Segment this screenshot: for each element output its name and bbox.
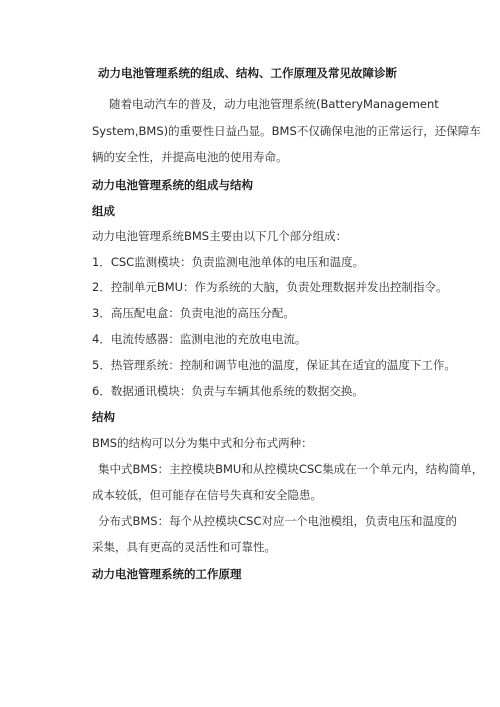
- subsection-heading: 组成: [92, 204, 115, 218]
- list-item: 3．高压配电盒：负责电池的高压分配。: [92, 306, 295, 320]
- paragraph-line: 分布式BMS：每个从控模块CSC对应一个电池模组，负责电压和温度的: [98, 514, 457, 528]
- intro-paragraph-line: 辆的安全性，并提高电池的使用寿命。: [92, 150, 288, 164]
- paragraph: BMS的结构可以分为集中式和分布式两种：: [92, 436, 313, 450]
- list-item: 2．控制单元BMU：作为系统的大脑，负责处理数据并发出控制指令。: [92, 280, 448, 294]
- document-title: 动力电池管理系统的组成、结构、工作原理及常见故障诊断: [98, 66, 397, 80]
- section-heading: 动力电池管理系统的工作原理: [92, 567, 242, 581]
- paragraph-line: 集中式BMS：主控模块BMU和从控模块CSC集成在一个单元内，结构简单，: [98, 462, 484, 476]
- list-item: 6．数据通讯模块：负责与车辆其他系统的数据交换。: [92, 384, 364, 398]
- list-item: 1．CSC监测模块：负责监测电池单体的电压和温度。: [92, 255, 365, 269]
- list-item: 4．电流传感器：监测电池的充放电电流。: [92, 332, 307, 346]
- section-heading: 动力电池管理系统的组成与结构: [92, 178, 253, 192]
- paragraph: 动力电池管理系统BMS主要由以下几个部分组成：: [92, 229, 348, 243]
- list-item: 5．热管理系统：控制和调节电池的温度，保证其在适宜的温度下工作。: [92, 358, 456, 372]
- intro-paragraph-line: 随着电动汽车的普及，动力电池管理系统(BatteryManagement: [109, 97, 439, 111]
- subsection-heading: 结构: [92, 410, 115, 424]
- paragraph-line: 成本较低，但可能存在信号失真和安全隐患。: [92, 488, 322, 502]
- paragraph-line: 采集，具有更高的灵活性和可靠性。: [92, 540, 276, 554]
- intro-paragraph-line: System,BMS)的重要性日益凸显。BMS不仅确保电池的正常运行，还保障车: [92, 124, 481, 138]
